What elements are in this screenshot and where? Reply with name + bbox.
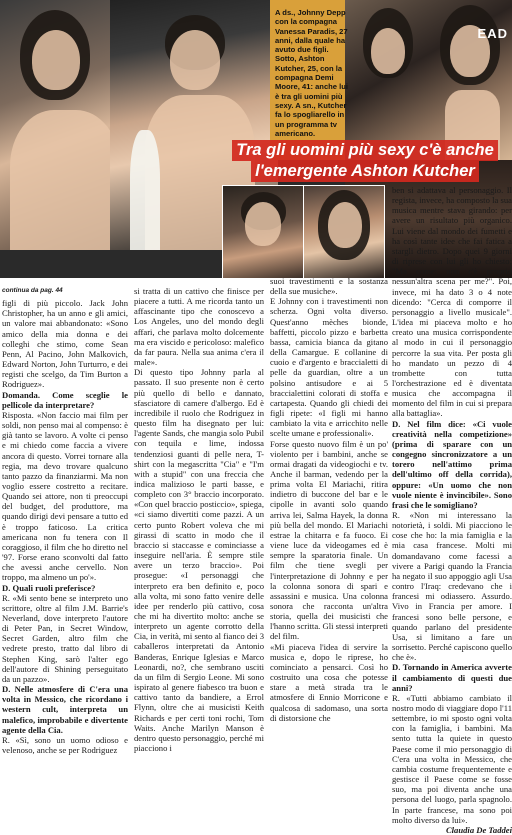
answer: R. «Non mi interessano la notorietà, i soldi. Mi piacciono le cose che ho: la mia famiglia e la mia casa francese. Molti mi domandavano come facessi a vivere a Parigi quando la Francia ha negato il suo appoggio agli Usa contro l'Iraq: credevano che i francesi mi odiassero. Assurdo. Vivo in Francia per amore. I francesi sono belle persone, e quando parlano del presidente Usa, si limitano a fare un sorrisetto. Perché capiscono quello che è». <box>392 510 512 663</box>
photo-caption-box <box>275 8 351 158</box>
photo-kutcher-portrait <box>222 185 304 278</box>
headline-line-2: l'emergente Ashton Kutcher <box>251 161 479 182</box>
author-byline: Claudia De Taddei <box>445 824 512 835</box>
text-column-1 <box>2 286 128 755</box>
continued-from-label: continua da pag. 44 <box>2 287 63 294</box>
photo-moore-portrait <box>303 185 385 278</box>
photo-depp-and-paradis <box>345 0 512 160</box>
photo-caption: A ds., Johnny Depp con la compagna Vanessa Paradis, 27 anni, dalla quale ha avuto due figli. Sotto, Ashton Kutcher, 25, con la compagna Demi Moore, 41: anche lui è tra gli uomini più sexy. A sn., Kutcher fa lo spogliarello in un programma tv americano. <box>275 8 349 138</box>
answer: R. «Sì, sono un uomo odioso e velenoso, anche se per Rodriguez <box>2 734 128 756</box>
question: D. Nelle atmosfere di C'era una volta in Messico, che ricordano i western cult, interpreta un malefico, improbabile e divertente agente della Cia. <box>2 684 128 735</box>
article-headline <box>210 140 512 182</box>
paragraph: E Johnny con i travestimenti non scherza. Ogni volta diverso. Quest'anno mèches bionde, baffetti, piccolo pizzo e barbetta bassa, camicia bianca da gitano della Camargue. E collanine di cuoio e d'argento e braccialetti di pelle da guardian, oltre a un polsino antisudore e ai 5 braccialettini colorati di stoffa e cartapesta. Quando gli chiedi dei figli ripete: «I figli mi hanno cambiato la vita e arricchito nelle scelte umane e professionali». <box>270 296 388 439</box>
answer: R. «Tutti abbiamo cambiato il nostro modo di viaggiare dopo l'11 settembre, io mi sposto ogni volta con la famiglia, i bambini. Ma sento tutta la quiete in questo Paese come il mio personaggio di C'era una volta in Messico, che cambia costume frequentemente e gestisce il Paese come se fosse suo, ma poi diventa anche una persona del luogo, parla spagnolo. In parte francese, ma sono poi molto diverso da lui». <box>392 692 512 825</box>
paragraph: si tratta di un cattivo che finisce per piacere a tutti. A me ricorda tanto un affascinante tipo che conoscevo a Los Angeles, uno del mondo degli affari, che parlava molto dolcemente ma era viscido e pericoloso: malefico da far paura. Nella sua anima c'era il male». <box>134 286 264 368</box>
paragraph: ben si adattava al personaggio. Il regista, invece, ha composto la sua musica mentre stava girando: per avere un risultato più organico. Lui viene dal mondo dei fumetti e ha così tante idee che fai fatica a stargli dietro. Dopo quei 9 giorni di riprese con lui gli ho chiesto: "Ma come: non c'è proprio nessun'altra scena per me?". Poi, invece, mi ha dato 3 o 4 note dicendo: "Cerca di comporre il personaggio a livello musicale". L'idea mi piaceva molto e ho creato una musica corrispondente al modo in cui il personaggio percorre la sua vita. Per posta gli ho mandato un pezzo di 4 trombette con tutta l'orchestrazione ed è diventata musica che accompagna il momento del film in cui si prepara alla battaglia». <box>392 185 512 419</box>
paragraph: Forse questo nuovo film è un po' violento per i bambini, anche se ormai dragati da videogiochi e tv. Anche il barman, vedendo per la prima volta El Mariachi, ritira indietro di buccone del bar e le cipolle in avanti solo quando arriva lei, Salma Hayek, la donna più bella del mondo. El Mariachi estrae la chitarra e fa fuoco. Ei viene luce da videogames ed è sempre la sparatoria finale. Un film che tiene svegli per l'interpretazione di Johnny e per la colonna sonora di spari e assassini e musica. Una colonna sonora che racconta un'altra storia, quella dei musicisti che l'hanno scritta. Gli stessi interpreti del film. <box>270 438 388 642</box>
answer: Risposta. «Non faccio mai film per soldi, non penso mai al compenso: è già tanto se lavoro. A volte ci penso e mi chiedo come faccia a vivere ancora di questo. Vorrei tornare alla regia, ma devo trovare qualcuno tanto pazzo da finanziarmi. Ma non voglio essere costretto a recitare. Quando sei attore, non ti preoccupi del budget, del produttore, ma quando dirigi devi pensare a tutto ed è troppo faticoso. La critica americana non fu tenera con Il coraggioso, il film che ho diretto nel '97. Forse erano sconvolti dal fatto che avessi anche cervello. Non troppo, ma almeno un po'». <box>2 409 128 583</box>
question: D. Nel film dice: «Ci vuole creatività nella competizione» (prima di sparare con un congegno sincronizzatore a un torero nell'attimo prima dell'ultimo off della corrida), oppure: «Un uomo che non vuole niente è invincibile». Sono frasi che le somigliano? <box>392 418 512 510</box>
text-column-2 <box>134 286 264 753</box>
text-column-4 <box>392 185 512 835</box>
question: D. Quali ruoli preferisce? <box>2 582 96 593</box>
question: D. Tornando in America avverte il cambiamento di questi due anni? <box>392 662 512 693</box>
paragraph: «Mi piaceva l'idea di servire la musica e, dopo le riprese, ho cominciato a pensarci. Così ho costruito una cosa che potesse stare a metà strada tra le atmosfere di Ennio Morricone e qualcosa di sadomaso, una sorta di distorsione che <box>270 641 388 723</box>
magazine-logo-fragment: EAD <box>477 26 508 41</box>
question: Domanda. Come sceglie le pellicole da interpretare? <box>2 389 128 410</box>
headline-line-1: Tra gli uomini più sexy c'è anche <box>232 140 498 161</box>
text-column-3 <box>270 276 388 723</box>
answer: R. «Mi sento bene se interpreto uno scrittore, oltre al film J.M. Barrie's Neverland, dove interpreto l'autore di Peter Pan, in Secret Window, Secret Garden, altro film che vedrete presto, tratto dal libro di Stephen King, sarò l'alter ego dell'autore di Shining perseguitato da un pazzo». <box>2 592 128 684</box>
paragraph: Di questo tipo Johnny parla al passato. Il suo presente non è certo più quello di bello e dannato, sfasciatore di camere d'albergo. Ed è incredibile il ruolo che Rodriguez in questo film ha disegnato per lui: l'agente Sands, che mangia solo Pubil con tequila e lime, indossa tendenziosi guanti di pelle nera, T-shirt con la megascritta "Cia" e "I'm with a stupid" con una freccia che indica malizioso le parti basse, e completo con 3° braccio incorporato. «Con quel braccio posticcio», spiega, «ci siamo divertiti come pazzi. A un certo punto Robert voleva che mi girassi di scatto in modo che il braccio si staccasse e cominciasse a inseguire nell'aria. È sempre stile avere un terzo braccio». Poi prosegue: «I personaggi che interpreto era ben definito e, poco alla volta, mi sono fatto venire delle idee per renderlo più cattivo, cosa che mi ha divertito molto: anche se interpreto un agente corrotto della Cia, in verità, mi sento al fianco dei 3 caballeros interpretati da Antonio Banderas, Enrique Iglesias e Marco Leonardi, no?, che sembrano usciti da un film di Sergio Leone. Mi sono ispirato al genere fiabesco tra buon e cattivo tanto da bandiere, a Errol Flynn, oltre che ai musicisti Keith Richards e per certi toni rochi, Tom Waits. Anche Marilyn Manson è dentro questo personaggio, perché mi piacciono i <box>134 367 264 754</box>
paragraph: figli di più piccolo. Jack John Christopher, ha un anno e gli amici, un valore mai abbandonato: «Sono amico della mia donna e dei colleghi che stimo, come Sean Penn, Al Pacino, John Malkovich, Edward Norton, John Turturro, e dei registi che scelgo, da Tim Burton a Rodriguez». <box>2 298 128 390</box>
paragraph: suoi travestimenti e la sostanza della sue musiche». <box>270 276 388 297</box>
